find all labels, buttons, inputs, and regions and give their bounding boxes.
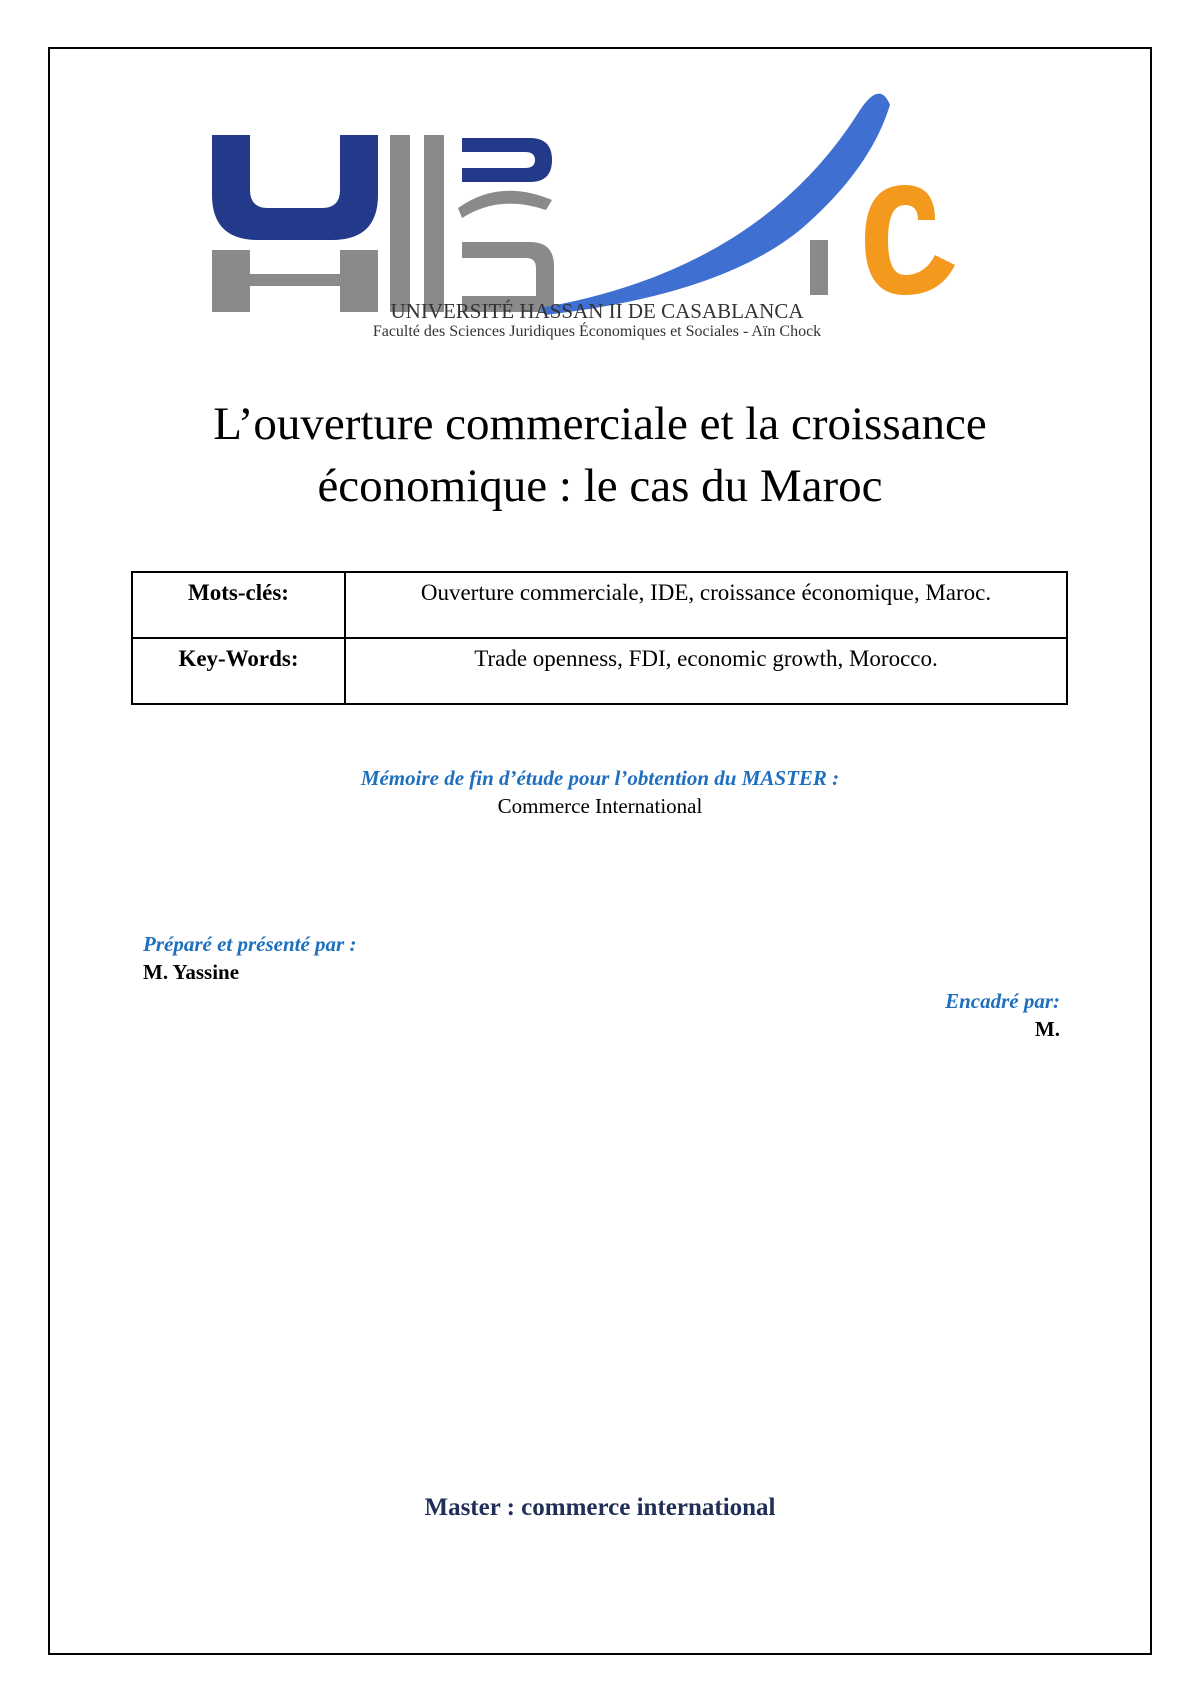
logo-faculty-text: Faculté des Sciences Juridiques Économiques et Sociales - Aïn Chock xyxy=(372,323,822,340)
logo-arabic-mid xyxy=(458,191,552,218)
title-line1: L’ouverture commerciale et la croissance xyxy=(213,398,987,450)
keywords-row-fr xyxy=(132,572,1067,638)
logo-h-mid xyxy=(250,274,340,286)
logo-bar2 xyxy=(424,135,444,312)
logo-h-left xyxy=(212,250,250,312)
keywords-value-en: Trade openness, FDI, economic growth, Morocco. xyxy=(345,638,1067,704)
logo-small-bar xyxy=(810,240,828,295)
supervised-block xyxy=(945,987,1060,1043)
prepared-block xyxy=(143,930,356,986)
memoire-heading: Mémoire de fin d’étude pour l’obtention du MASTER : xyxy=(360,766,840,790)
keywords-label-fr: Mots-clés: xyxy=(132,572,345,638)
prepared-name: M. Yassine xyxy=(143,960,240,984)
thesis-title xyxy=(100,393,1100,517)
memoire-block xyxy=(100,764,1100,820)
memoire-program: Commerce International xyxy=(497,794,703,818)
title-line2: économique : le cas du Maroc xyxy=(317,460,883,512)
keywords-row-en xyxy=(132,638,1067,704)
logo-u-shape xyxy=(212,135,378,240)
logo-bar1 xyxy=(390,135,410,312)
logo-h-right xyxy=(340,250,378,312)
prepared-label: Préparé et présenté par : xyxy=(143,932,357,956)
university-logo xyxy=(200,50,1000,340)
keywords-label-en: Key-Words: xyxy=(132,638,345,704)
keywords-value-fr: Ouverture commerciale, IDE, croissance économique, Maroc. xyxy=(345,572,1067,638)
supervised-name: M. xyxy=(1034,1017,1060,1041)
supervised-label: Encadré par: xyxy=(945,989,1060,1013)
logo-university-text: UNIVERSITÉ HASSAN II DE CASABLANCA xyxy=(390,299,804,323)
footer-master: Master : commerce international xyxy=(424,1494,776,1521)
logo-blue-swoosh xyxy=(540,94,890,315)
logo-orange-c xyxy=(865,185,955,295)
keywords-table xyxy=(131,571,1068,705)
logo-arabic-top xyxy=(462,138,552,182)
